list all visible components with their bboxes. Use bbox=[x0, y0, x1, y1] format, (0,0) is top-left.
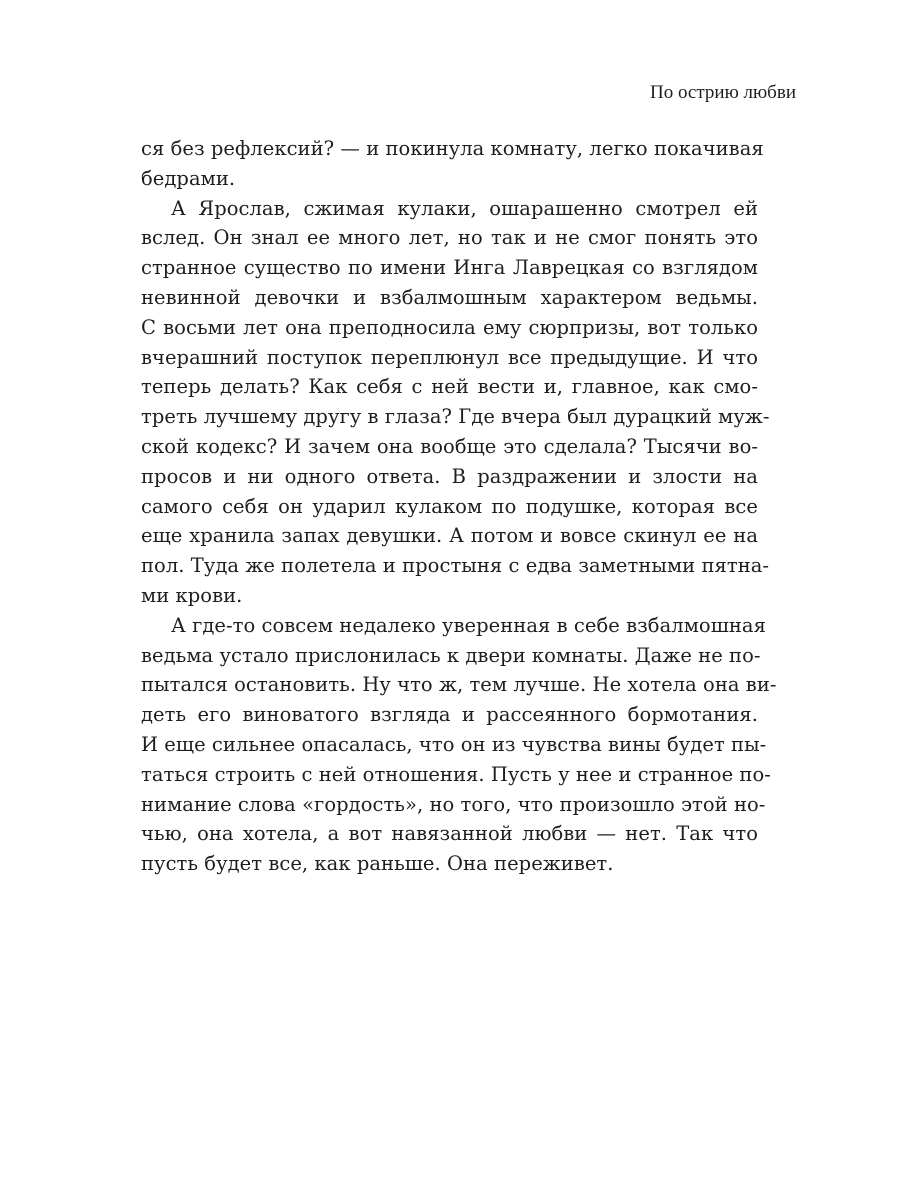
text-line: вчерашний поступок переплюнул все предыдущие. И что bbox=[141, 345, 758, 369]
text-line: самого себя он ударил кулаком по подушке, которая все bbox=[141, 494, 758, 518]
text-line: деть его виноватого взгляда и рассеянного бормотания. bbox=[141, 703, 758, 727]
text-line: таться строить с ней отношения. Пусть у нее и странное по- bbox=[141, 762, 771, 786]
text-line: пол. Туда же полетела и простыня с едва заметными пятна- bbox=[141, 554, 770, 578]
text-line: бедрами. bbox=[141, 166, 236, 190]
text-line: невинной девочки и взбалмошным характером ведьмы. bbox=[141, 285, 758, 309]
text-line: еще хранила запах девушки. А потом и вовсе скинул ее на bbox=[141, 524, 758, 548]
text-line: И еще сильнее опасалась, что он из чувства вины будет пы- bbox=[141, 732, 767, 756]
page-body-text bbox=[141, 134, 777, 879]
text-line: теперь делать? Как себя с ней вести и, главное, как смо- bbox=[141, 375, 758, 399]
text-line: чью, она хотела, а вот навязанной любви — нет. Так что bbox=[141, 822, 758, 846]
text-line: А Ярослав, сжимая кулаки, ошарашенно смотрел ей bbox=[171, 196, 758, 220]
text-line: А где-то совсем недалеко уверенная в себе взбалмошная bbox=[171, 613, 766, 637]
text-line: просов и ни одного ответа. В раздражении и злости на bbox=[141, 464, 758, 488]
text-line: нимание слова «гордость», но того, что произошло этой но- bbox=[141, 792, 766, 816]
text-line: ской кодекс? И зачем она вообще это сделала? Тысячи во- bbox=[141, 434, 758, 458]
text-line: вслед. Он знал ее много лет, но так и не смог понять это bbox=[141, 226, 758, 250]
text-line: треть лучшему другу в глаза? Где вчера был дурацкий муж- bbox=[141, 405, 770, 429]
running-header-title: По острию любви bbox=[649, 82, 796, 103]
text-line: пусть будет все, как раньше. Она переживет. bbox=[141, 852, 614, 876]
text-line: странное существо по имени Инга Лаврецкая со взглядом bbox=[141, 256, 758, 280]
text-line: ведьма устало прислонилась к двери комнаты. Даже не по- bbox=[141, 643, 761, 667]
text-line: С восьми лет она преподносила ему сюрпризы, вот только bbox=[141, 315, 758, 339]
text-line: пытался остановить. Ну что ж, тем лучше. Не хотела она ви- bbox=[141, 673, 777, 697]
text-line: ся без рефлексий? — и покинула комнату, легко покачивая bbox=[141, 137, 764, 160]
text-line: ми крови. bbox=[141, 583, 243, 607]
